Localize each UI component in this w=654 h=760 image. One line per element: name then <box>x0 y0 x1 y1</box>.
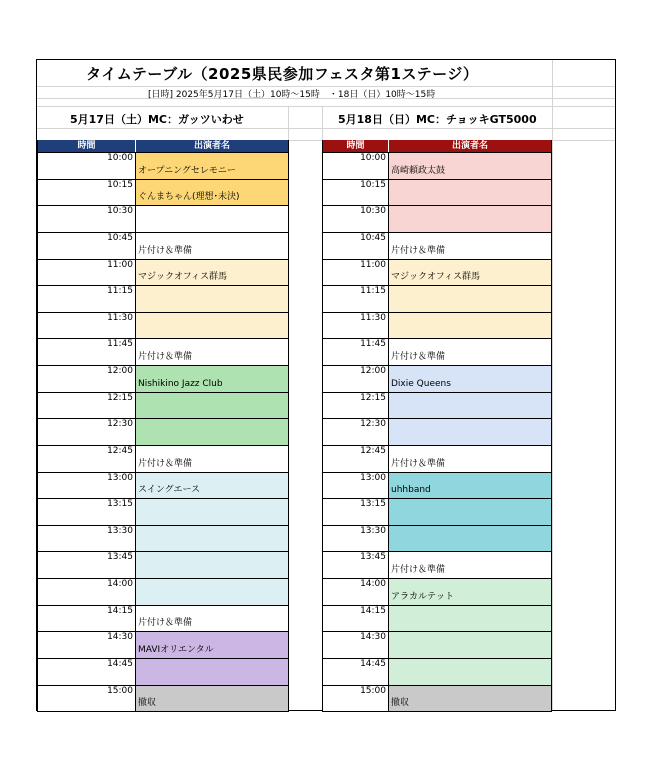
performer-cell <box>389 233 551 259</box>
schedule-row <box>38 578 288 605</box>
performer-cell <box>136 526 288 552</box>
day1-heading: 5月17日（土）MC：ガッツいわせ <box>70 113 244 126</box>
table-header <box>38 140 288 152</box>
time-cell: 14:00 <box>38 579 136 605</box>
schedule-row <box>323 551 551 578</box>
time-cell: 14:15 <box>38 606 136 632</box>
performer-name: 片付け＆準備 <box>391 245 446 256</box>
schedule-row <box>323 312 551 339</box>
time-cell: 13:15 <box>323 499 389 525</box>
performer-name: ぐんまちゃん(理想･未決) <box>138 192 240 203</box>
schedule-row <box>323 525 551 552</box>
performer-name: マジックオフィス群馬 <box>138 272 228 283</box>
performer-cell <box>136 313 288 339</box>
schedule-row <box>323 445 551 472</box>
schedule-row <box>38 392 288 419</box>
time-cell: 14:00 <box>323 579 389 605</box>
performer-cell <box>389 419 551 445</box>
schedule-row <box>38 418 288 445</box>
time-cell: 12:15 <box>323 393 389 419</box>
performer-cell <box>136 206 288 232</box>
schedule-row <box>323 578 551 605</box>
performer-name: 片付け＆準備 <box>138 352 193 362</box>
performer-cell <box>389 606 551 632</box>
schedule-row <box>38 285 288 312</box>
performer-name: 高崎頼政太鼓 <box>391 165 446 176</box>
time-cell: 11:15 <box>38 286 136 312</box>
performer-cell <box>389 366 551 392</box>
time-cell: 12:45 <box>38 446 136 472</box>
performer-cell <box>389 579 551 605</box>
schedule-row <box>38 152 288 179</box>
time-column-header: 時間 <box>323 140 389 152</box>
time-cell: 10:45 <box>323 233 389 259</box>
schedule-row <box>38 685 288 712</box>
time-cell: 11:30 <box>38 313 136 339</box>
time-cell: 11:45 <box>38 339 136 365</box>
performer-name: 撤収 <box>391 698 410 709</box>
time-cell: 12:45 <box>323 446 389 472</box>
performer-name: 片付け＆準備 <box>391 352 446 362</box>
schedule-row <box>38 445 288 472</box>
schedule-row <box>323 152 551 179</box>
performer-cell <box>136 579 288 605</box>
schedule-row <box>38 525 288 552</box>
performer-cell <box>389 339 551 365</box>
time-column-header: 時間 <box>38 140 136 152</box>
performer-cell <box>389 153 551 179</box>
performer-cell <box>136 339 288 365</box>
performer-cell <box>136 260 288 286</box>
time-cell: 13:00 <box>323 473 389 499</box>
time-cell: 15:00 <box>323 686 389 712</box>
time-cell: 13:30 <box>323 526 389 552</box>
time-cell: 12:30 <box>38 419 136 445</box>
time-cell: 10:45 <box>38 233 136 259</box>
schedule-row <box>38 365 288 392</box>
performer-cell <box>389 260 551 286</box>
grid-line <box>552 60 553 710</box>
schedule-row <box>38 205 288 232</box>
time-cell: 15:00 <box>38 686 136 712</box>
day2-timetable <box>322 140 552 712</box>
schedule-row <box>323 498 551 525</box>
page-title: タイムテーブル（2025県民参加フェスタ第1ステージ） <box>86 65 479 83</box>
time-cell: 12:30 <box>323 419 389 445</box>
grid-line <box>37 128 615 129</box>
schedule-row <box>323 658 551 685</box>
performer-cell <box>136 366 288 392</box>
performer-cell <box>389 180 551 206</box>
time-cell: 14:15 <box>323 606 389 632</box>
time-cell: 10:30 <box>323 206 389 232</box>
performer-cell <box>136 686 288 712</box>
performer-name: Dixie Queens <box>391 378 451 389</box>
schedule-row <box>323 685 551 712</box>
schedule-row <box>38 472 288 499</box>
performer-name: 撤収 <box>138 698 157 709</box>
schedule-row <box>323 631 551 658</box>
time-cell: 10:30 <box>38 206 136 232</box>
time-cell: 11:30 <box>323 313 389 339</box>
performer-column-header: 出演者名 <box>193 141 230 151</box>
schedule-row <box>38 498 288 525</box>
performer-cell <box>389 286 551 312</box>
time-cell: 11:00 <box>38 260 136 286</box>
event-dates: [日時] 2025年5月17日（土）10時～15時 ・18日（日）10時～15時 <box>148 90 436 100</box>
schedule-row <box>38 658 288 685</box>
performer-cell <box>389 552 551 578</box>
performer-cell <box>136 233 288 259</box>
time-cell: 14:45 <box>38 659 136 685</box>
performer-cell <box>136 606 288 632</box>
performer-name: スイングエース <box>138 485 201 496</box>
performer-cell <box>136 446 288 472</box>
schedule-row <box>38 259 288 286</box>
performer-cell <box>136 659 288 685</box>
time-cell: 12:15 <box>38 393 136 419</box>
performer-cell <box>389 313 551 339</box>
performer-name: Nishikino Jazz Club <box>138 378 223 389</box>
performer-cell <box>136 632 288 658</box>
performer-cell <box>136 473 288 499</box>
schedule-row <box>323 605 551 632</box>
schedule-row <box>323 418 551 445</box>
schedule-row <box>323 365 551 392</box>
time-cell: 11:45 <box>323 339 389 365</box>
performer-cell <box>136 393 288 419</box>
performer-cell <box>389 526 551 552</box>
schedule-row <box>323 472 551 499</box>
performer-name: オープニングセレモニー <box>138 165 236 176</box>
performer-cell <box>389 446 551 472</box>
performer-name: アラカルテット <box>391 591 455 602</box>
grid-line <box>37 106 615 107</box>
performer-cell <box>389 206 551 232</box>
time-cell: 14:30 <box>323 632 389 658</box>
performer-column-header: 出演者名 <box>451 141 488 151</box>
schedule-row <box>38 338 288 365</box>
time-cell: 10:15 <box>323 180 389 206</box>
performer-cell <box>136 419 288 445</box>
time-cell: 13:30 <box>38 526 136 552</box>
time-cell: 10:00 <box>38 153 136 179</box>
schedule-row <box>323 259 551 286</box>
performer-cell <box>389 632 551 658</box>
performer-cell <box>389 499 551 525</box>
time-cell: 14:45 <box>323 659 389 685</box>
day1-timetable <box>37 140 289 712</box>
time-cell: 13:15 <box>38 499 136 525</box>
performer-name: 片付け＆準備 <box>138 245 193 256</box>
performer-cell <box>136 499 288 525</box>
schedule-row <box>323 232 551 259</box>
performer-name: 片付け＆準備 <box>391 458 446 469</box>
schedule-row <box>38 631 288 658</box>
schedule-row <box>323 205 551 232</box>
performer-cell <box>136 286 288 312</box>
schedule-row <box>38 605 288 632</box>
schedule-row <box>323 338 551 365</box>
schedule-row <box>323 179 551 206</box>
schedule-row <box>38 312 288 339</box>
performer-cell <box>389 686 551 712</box>
performer-name: マジックオフィス群馬 <box>391 272 481 283</box>
time-cell: 10:00 <box>323 153 389 179</box>
performer-cell <box>389 659 551 685</box>
performer-cell <box>136 552 288 578</box>
time-cell: 11:00 <box>323 260 389 286</box>
time-cell: 13:45 <box>38 552 136 578</box>
performer-name: 片付け＆準備 <box>138 618 193 629</box>
performer-cell <box>136 153 288 179</box>
schedule-row <box>38 179 288 206</box>
performer-cell <box>389 393 551 419</box>
schedule-row <box>38 551 288 578</box>
time-cell: 12:00 <box>38 366 136 392</box>
schedule-row <box>38 232 288 259</box>
time-cell: 14:30 <box>38 632 136 658</box>
time-cell: 13:45 <box>323 552 389 578</box>
schedule-row <box>323 285 551 312</box>
time-cell: 12:00 <box>323 366 389 392</box>
schedule-row <box>323 392 551 419</box>
performer-name: 片付け＆準備 <box>391 565 446 575</box>
time-cell: 10:15 <box>38 180 136 206</box>
performer-name: MAVIオリエンタル <box>138 644 214 655</box>
performer-cell <box>136 180 288 206</box>
time-cell: 11:15 <box>323 286 389 312</box>
time-cell: 13:00 <box>38 473 136 499</box>
table-header <box>323 140 551 152</box>
performer-cell <box>389 473 551 499</box>
day2-heading: 5月18日（日）MC：チョッキGT5000 <box>338 113 537 126</box>
performer-name: 片付け＆準備 <box>138 458 193 469</box>
performer-name: uhhband <box>391 485 431 496</box>
